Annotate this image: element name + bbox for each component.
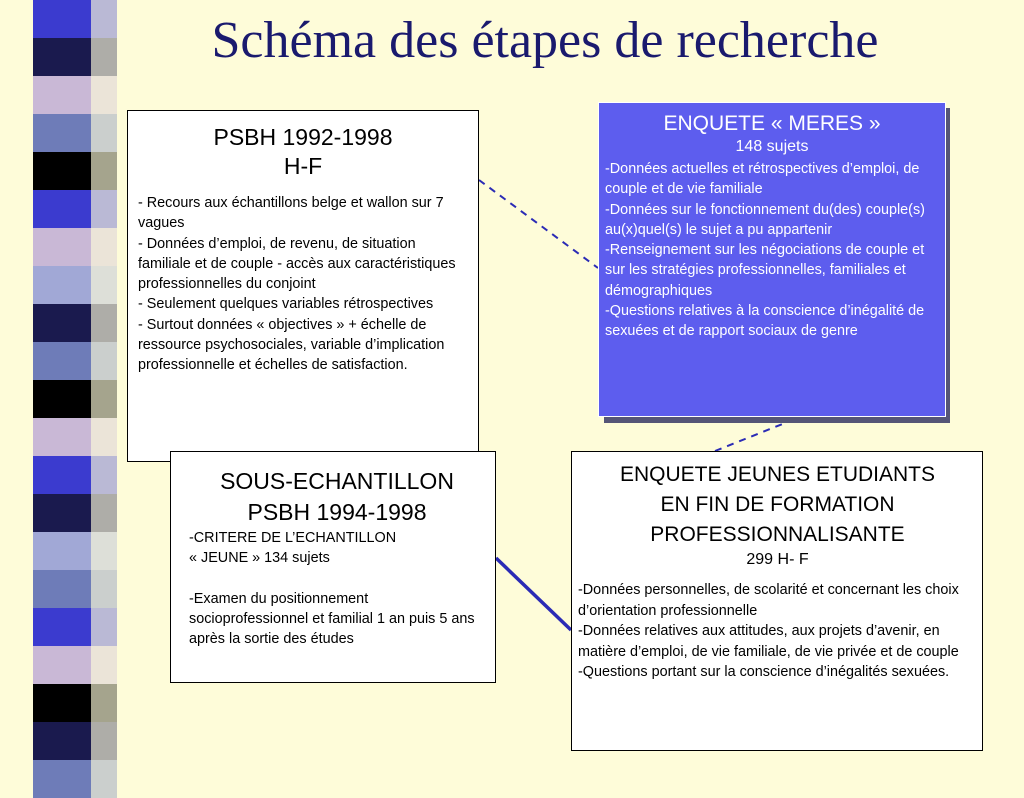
psbh-line: - Surtout données « objectives » + échelle de ressource psychosociales, variable d’implication professionnelle et échelles de satisfaction. xyxy=(138,316,445,374)
jeunes-subtitle: 299 H- F xyxy=(746,551,809,568)
sous-line: -Examen du positionnement socioprofessionnel et familial 1 an puis 5 ans après la sortie des études xyxy=(189,590,475,648)
sous-line: -CRITERE DE L’ECHANTILLON xyxy=(189,530,397,546)
jeunes-title: ENQUETE JEUNES ETUDIANTS xyxy=(619,463,936,486)
jeunes-line: -Données personnelles, de scolarité et concernant les choix d’orientation professionnelle xyxy=(578,582,959,619)
psbh-title: PSBH 1992-1998 xyxy=(213,124,393,150)
meres-box xyxy=(598,102,946,417)
jeunes-body xyxy=(578,580,977,683)
jeunes-title: EN FIN DE FORMATION xyxy=(660,493,895,516)
jeunes-line: -Données relatives aux attitudes, aux projets d’avenir, en matière d’emploi, de vie familiale, de vie privée et de couple xyxy=(578,623,959,660)
sous-line: « JEUNE » 134 sujets xyxy=(189,550,330,567)
psbh-body xyxy=(138,193,468,376)
meres-subtitle: 148 sujets xyxy=(735,138,809,155)
connector-sous-jeunes xyxy=(496,558,571,630)
sous-body xyxy=(189,528,485,649)
jeunes-line: -Questions portant sur la conscience d’inégalités sexuées. xyxy=(578,664,950,680)
meres-title: ENQUETE « MERES » xyxy=(663,112,881,135)
meres-line: -Données sur le fonctionnement du(des) couple(s) au(x)quel(s) le sujet a pu appartenir xyxy=(605,201,925,238)
page-title: Schéma des étapes de recherche xyxy=(211,12,879,69)
psbh-subtitle: H-F xyxy=(283,153,323,179)
sous-echantillon-box xyxy=(170,451,496,683)
psbh-box xyxy=(127,110,479,462)
psbh-line: - Données d’emploi, de revenu, de situation familiale et de couple - accès aux caractéristiques professionnelles du conjoint xyxy=(138,235,456,293)
psbh-line: - Recours aux échantillons belge et wallon sur 7 vagues xyxy=(138,195,444,232)
psbh-line: - Seulement quelques variables rétrospectives xyxy=(138,296,434,313)
meres-line: -Renseignement sur les négociations de couple et sur les stratégies professionnelles, familiales et démographiques xyxy=(605,242,925,299)
meres-line: -Questions relatives à la conscience d’inégalité de sexuées et de rapport sociaux de genre xyxy=(605,303,925,340)
jeunes-title: PROFESSIONNALISANTE xyxy=(650,523,905,546)
jeunes-box xyxy=(571,451,983,751)
connector-psbh-meres xyxy=(479,180,598,268)
sous-subtitle: PSBH 1994-1998 xyxy=(247,499,427,525)
sous-title: SOUS-ECHANTILLON xyxy=(220,468,454,494)
meres-line: -Données actuelles et rétrospectives d’emploi, de couple et de vie familiale xyxy=(605,161,920,198)
meres-body xyxy=(605,159,939,342)
